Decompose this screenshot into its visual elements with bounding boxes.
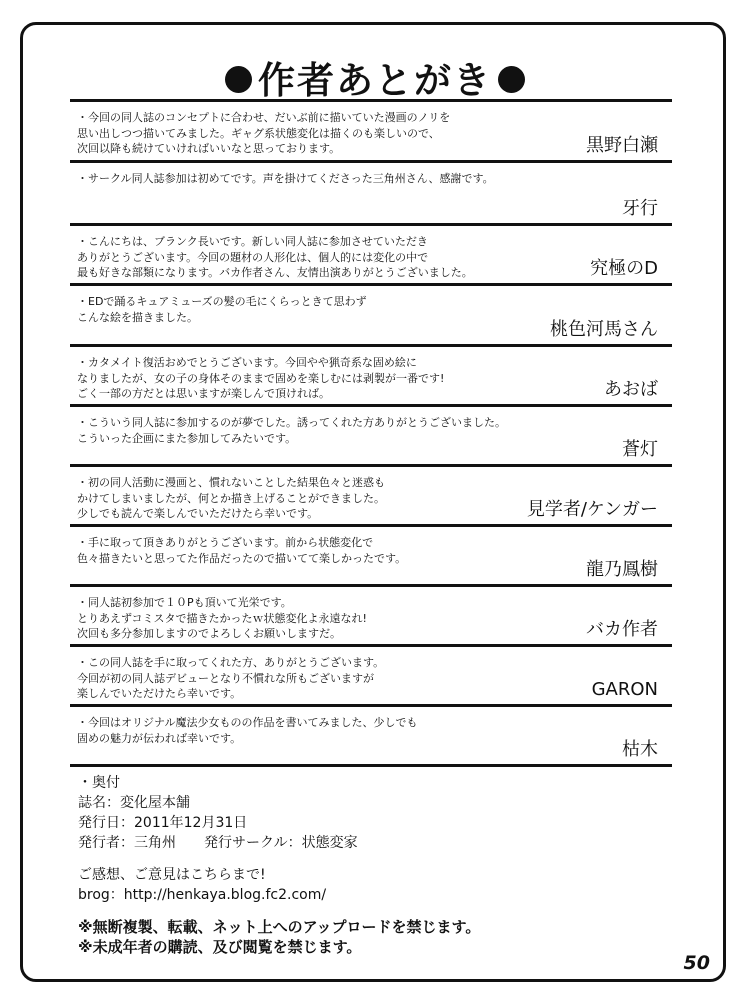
afterword-entry	[70, 407, 672, 467]
entry-text: ・サークル同人誌参加は初めてです。声を掛けてくださった三角州さん、感謝です。	[77, 172, 494, 185]
entry-author: 黒野白瀬	[586, 135, 658, 156]
black-circle-icon	[225, 66, 252, 93]
entry-author: 見学者/ケンガー	[526, 499, 658, 520]
magazine-name: 誌名：変化屋本舗	[78, 795, 190, 811]
spacer	[78, 853, 480, 865]
title-text: 作者あとがき	[258, 59, 492, 102]
feedback-text: ご感想、ご意見はこちらまで!	[78, 867, 266, 883]
entry-author: 究極のD	[590, 258, 658, 279]
afterword-entry	[70, 286, 672, 347]
page-number: 50	[683, 952, 710, 974]
entry-text: ・カタメイト復活おめでとうございます。今回やや猟奇系な固め絵に なりましたが、女の子の身体そのままで固めを楽しむには剥製が一番です! ごく一部の方だとは思いますが楽しんで頂ければ。	[77, 356, 445, 400]
black-circle-icon	[498, 66, 525, 93]
afterword-entry	[70, 467, 672, 527]
spacer	[78, 905, 480, 917]
entry-text: ・今回はオリジナル魔法少女ものの作品を書いてみました、少しでも 固めの魅力が伝われば幸いです。	[77, 716, 418, 745]
entry-author: 蒼灯	[622, 439, 658, 460]
afterword-entry	[70, 647, 672, 707]
entry-text: ・初の同人活動に漫画と、慣れないことした結果色々と迷惑も かけてしまいましたが、何とか描き上げることができました。 少しでも読んで楽しんでいただけたら幸いです。	[77, 476, 385, 520]
entry-text: ・EDで踊るキュアミューズの髪の毛にくらっときて思わず こんな絵を描きました。	[77, 295, 367, 324]
colophon-heading: ・奥付	[78, 775, 120, 791]
afterword-list	[70, 99, 672, 767]
afterword-entry	[70, 102, 672, 163]
entry-author: あおば	[604, 379, 658, 400]
colophon	[78, 773, 480, 957]
publish-date: 発行日：2011年12月31日	[78, 815, 248, 831]
entry-text: ・同人誌初参加で１０Pも頂いて光栄です。 とりあえずコミスタで描きたかったｗ状態変化よ永遠なれ! 次回も多分参加しますのでよろしくお願いしますだ。	[77, 596, 367, 640]
entry-author: 枯木	[622, 739, 658, 760]
page-title	[0, 50, 750, 104]
entry-text: ・今回の同人誌のコンセプトに合わせ、だいぶ前に描いていた漫画のノリを 思い出しつつ描いてみました。ギャグ系状態変化は描くのも楽しいので、 次回以降も続けていければいいなと思っております。	[77, 111, 451, 155]
entry-text: ・こういう同人誌に参加するのが夢でした。誘ってくれた方ありがとうございました。 こういった企画にまた参加してみたいです。	[77, 416, 506, 445]
afterword-entry	[70, 587, 672, 647]
entry-author: バカ作者	[586, 619, 658, 640]
entry-author: 牙行	[622, 198, 658, 219]
age-notice: ※未成年者の購読、及び閲覧を禁じます。	[78, 938, 362, 956]
entry-author: 龍乃鳳樹	[586, 559, 658, 580]
afterword-entry	[70, 527, 672, 587]
publisher-info: 発行者：三角州 発行サークル：状態変家	[78, 835, 358, 851]
afterword-entry	[70, 163, 672, 226]
copyright-notice: ※無断複製、転載、ネット上へのアップロードを禁じます。	[78, 918, 481, 936]
entry-text: ・この同人誌を手に取ってくれた方、ありがとうございます。 今回が初の同人誌デビューとなり不慣れな所もございますが 楽しんでいただけたら幸いです。	[77, 656, 385, 700]
blog-link[interactable]: brog：http://henkaya.blog.fc2.com/	[78, 887, 327, 903]
entry-text: ・手に取って頂きありがとうございます。前から状態変化で 色々描きたいと思ってた作品だったので描いてて楽しかったです。	[77, 536, 407, 565]
afterword-entry	[70, 347, 672, 407]
afterword-entry	[70, 226, 672, 286]
entry-text: ・こんにちは、ブランク長いです。新しい同人誌に参加させていただき ありがとうございます。今回の題材の人形化は、個人的には変化の中で 最も好きな部類になります。バカ作者さん、友情出演ありがとうございました。	[77, 235, 473, 279]
entry-author: GARON	[591, 679, 658, 700]
afterword-entry	[70, 707, 672, 767]
entry-author: 桃色河馬さん	[550, 319, 658, 340]
